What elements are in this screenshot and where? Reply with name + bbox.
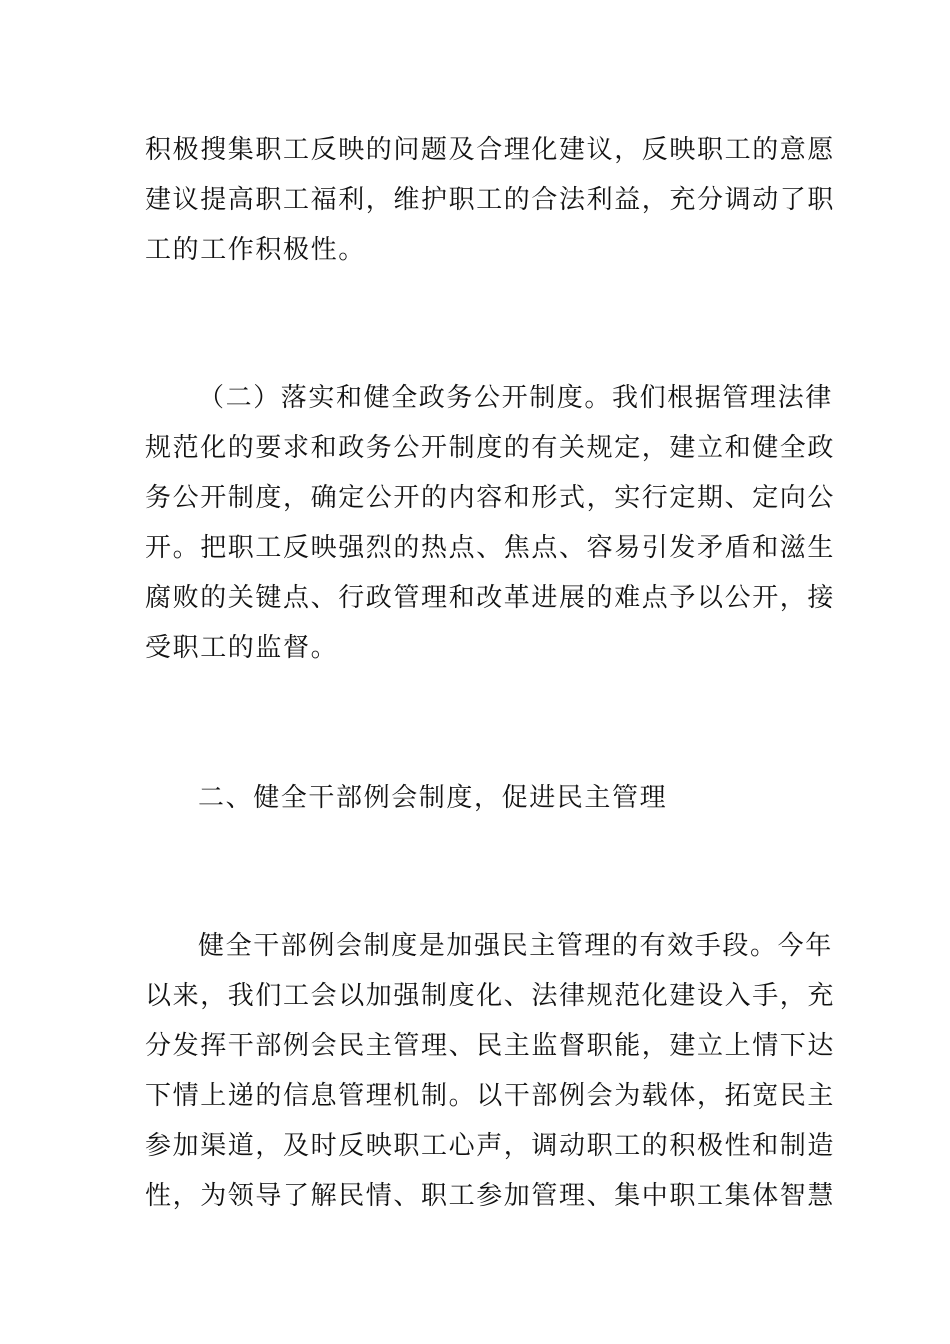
paragraph-line: （二）落实和健全政务公开制度。我们根据管理法律 (198, 383, 833, 413)
paragraph-line: 下情上递的信息管理机制。以干部例会为载体，拓宽民主 (145, 1081, 836, 1111)
paragraph-line: 积极搜集职工反映的问题及合理化建议，反映职工的意愿 (145, 135, 836, 165)
paragraph-line: 务公开制度，确定公开的内容和形式，实行定期、定向公 (145, 483, 836, 513)
paragraph-line: 分发挥干部例会民主管理、民主监督职能，建立上情下达 (145, 1031, 836, 1061)
paragraph-line: 健全干部例会制度是加强民主管理的有效手段。今年 (198, 931, 833, 961)
paragraph-line: 以来，我们工会以加强制度化、法律规范化建设入手，充 (145, 981, 836, 1011)
paragraph-line: 建议提高职工福利，维护职工的合法利益，充分调动了职 (145, 185, 836, 215)
paragraph-line: 受职工的监督。 (145, 633, 339, 663)
paragraph-line: 规范化的要求和政务公开制度的有关规定，建立和健全政 (145, 433, 836, 463)
paragraph-line: 工的工作积极性。 (145, 235, 366, 265)
paragraph-line: 性，为领导了解民情、职工参加管理、集中职工集体智慧 (145, 1181, 836, 1211)
paragraph-line: 开。把职工反映强烈的热点、焦点、容易引发矛盾和滋生 (145, 533, 836, 563)
paragraph-line: 腐败的关键点、行政管理和改革进展的难点予以公开，接 (145, 583, 836, 613)
paragraph-line: 参加渠道，及时反映职工心声，调动职工的积极性和制造 (145, 1131, 836, 1161)
section-heading: 二、健全干部例会制度，促进民主管理 (198, 783, 668, 813)
